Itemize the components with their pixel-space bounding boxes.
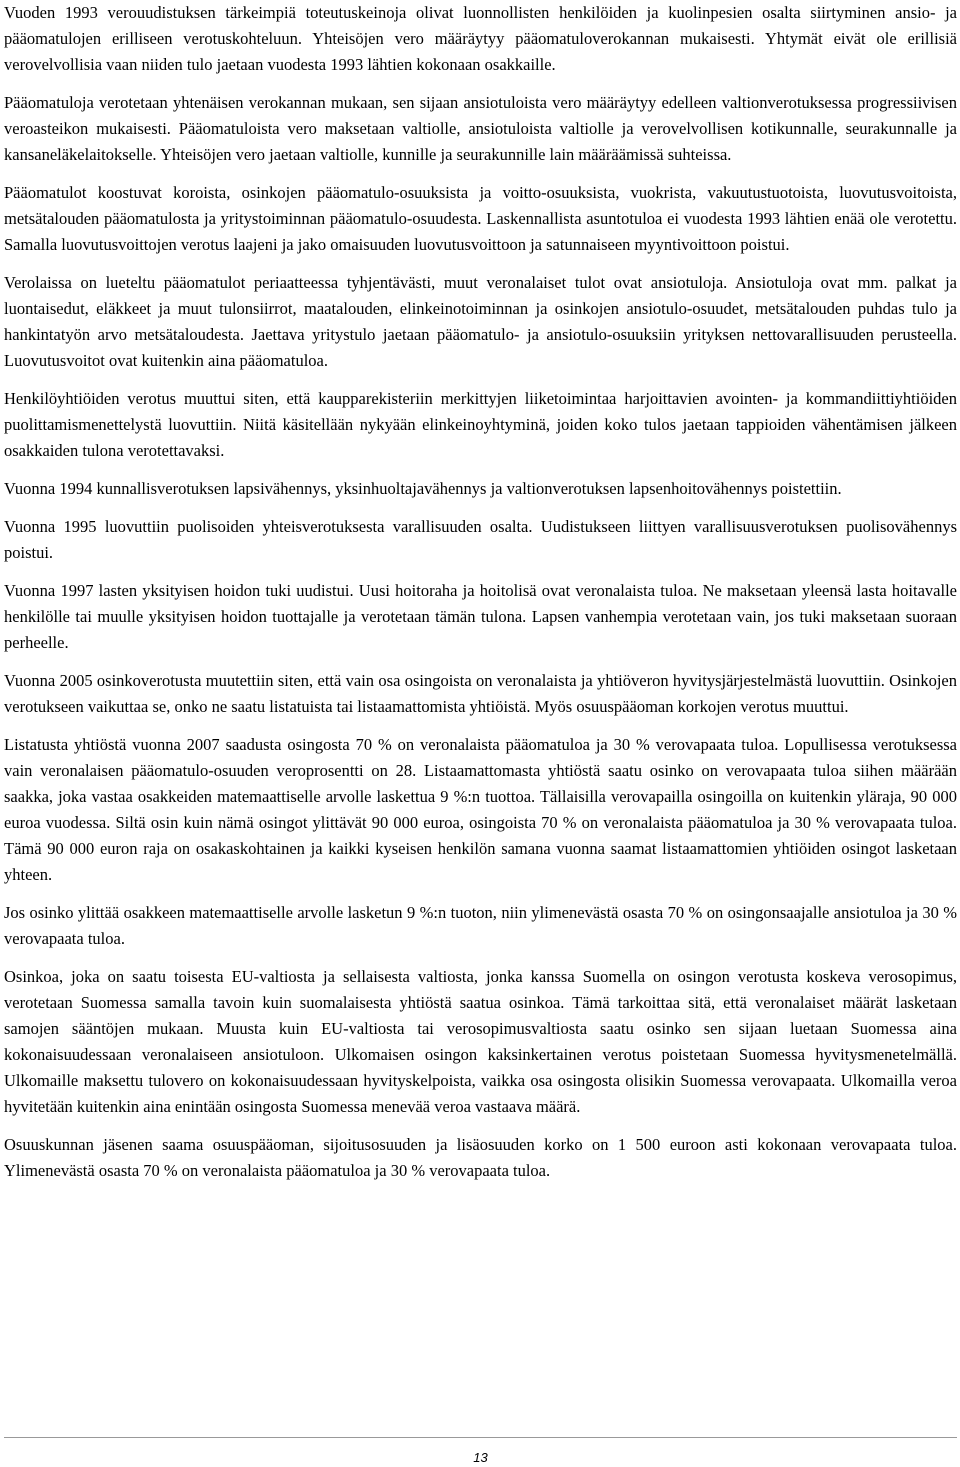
paragraph-partnerships: Henkilöyhtiöiden verotus muuttui siten, että kaupparekisteriin merkittyjen liiketoimintaa harjoittavien avointen- ja kommandiittiyhtiöiden puolittamismenettelystä luovuttiin. Niitä käsitellään nykyään elinkeinoyhtyminä, joiden koko tulos jaetaan tappioiden vähentämisen jälkeen osakkaiden tulona verotettavaksi. xyxy=(4,389,957,460)
paragraph-foreign-dividends: Osinkoa, joka on saatu toisesta EU-valtiosta ja sellaisesta valtiosta, jonka kanssa Suomella on osingon verotusta koskeva verosopimus, verotetaan Suomessa samalla tavoin kuin suomalaisesta yhtiöstä saatua osinkoa. Tämä tarkoittaa sitä, että veronalaiset määrät lasketaan samojen sääntöjen mukaan. Muusta kuin EU-valtiosta tai verosopimusvaltiosta saatu osinko sen sijaan luetaan Suomessa aina kokonaisuudessaan veronalaiseen ansiotuloon. Ulkomaisen osingon kaksinkertainen verotus poistetaan Suomessa hyvitysmenetelmällä. Ulkomaille maksettu tulovero on kokonaisuudessaan hyvityskelpoista, vaikka osa osingosta olisikin Suomessa verovapaata. Ulkomailla veroa hyvitetään kuitenkin aina enintään osingosta Suomessa menevää veroa vastaava määrä. xyxy=(4,967,957,1116)
paragraph-listed-dividends-2007: Listatusta yhtiöstä vuonna 2007 saadusta osingosta 70 % on veronalaista pääomatuloa ja 30 % verovapaata tuloa. Lopullisessa verotuksessa vain veronalaisen pääomatulo-osuuden veroprosentti on 28. Listaamattomasta yhtiöstä saatu osinko on verovapaata tuloa siihen määrään saakka, joka vastaa osakkeiden matemaattiselle arvolle laskettua 9 %:n tuottoa. Tällaisilla verovapailla osingoilla on kuitenkin yläraja, 90 000 euroa vuodessa. Siltä osin kuin nämä osingot ylittävät 90 000 euroa, osingoista 70 % on veronalaista pääomatuloa ja 30 % verovapaata tuloa. Tämä 90 000 euron raja on osakaskohtainen ja kaikki kyseisen henkilön samana vuonna saamat listaamattomien yhtiöiden osingot lasketaan yhteen. xyxy=(4,735,957,884)
document-page xyxy=(4,0,957,1467)
footer-divider xyxy=(4,1437,957,1438)
body-text xyxy=(4,0,957,1196)
paragraph-1997-changes: Vuonna 1997 lasten yksityisen hoidon tuki uudistui. Uusi hoitoraha ja hoitolisä ovat veronalaista tuloa. Ne maksetaan yleensä lasta hoitavalle henkilölle tai muulle yksityisen hoidon tuottajalle ja verotetaan tämän tulona. Lapsen vanhempia verotetaan vain, jos tuki maksetaan suoraan perheelle. xyxy=(4,581,957,652)
paragraph-tax-reform-1993: Vuoden 1993 verouudistuksen tärkeimpiä toteutuskeinoja olivat luonnollisten henkilöiden ja kuolinpesien osalta siirtyminen ansio- ja pääomatulojen erilliseen verotuskohteluun. Yhteisöjen vero määräytyy pääomatuloverokannan mukaisesti. Yhtymät eivät ole erillisiä verovelvollisia vaan niiden tulo jaetaan vuodesta 1993 lähtien kokonaan osakkaille. xyxy=(4,3,957,74)
paragraph-1995-changes: Vuonna 1995 luovuttiin puolisoiden yhteisverotuksesta varallisuuden osalta. Uudistukseen liittyen varallisuusverotuksen puolisovähennys poistui. xyxy=(4,517,957,562)
paragraph-excess-dividend: Jos osinko ylittää osakkeen matemaattiselle arvolle lasketun 9 %:n tuoton, niin ylimenevästä osasta 70 % on osingonsaajalle ansiotuloa ja 30 % verovapaata tuloa. xyxy=(4,903,957,948)
paragraph-earned-income: Verolaissa on lueteltu pääomatulot periaatteessa tyhjentävästi, muut veronalaiset tulot ovat ansiotuloja. Ansiotuloja ovat mm. palkat ja luontaisedut, eläkkeet ja muut tulonsiirrot, maatalouden, elinkeinotoiminnan ja osinkojen ansiotulo-osuudet, metsätalouden puhdas tulo ja hankintatyön arvo metsätaloudesta. Jaettava yritystulo jaetaan pääomatulo- ja ansiotulo-osuuksiin yrityksen nettovarallisuuden perusteella. Luovutusvoitot ovat kuitenkin aina pääomatuloa. xyxy=(4,273,957,370)
paragraph-capital-income-rate: Pääomatuloja verotetaan yhtenäisen verokannan mukaan, sen sijaan ansiotuloista vero määräytyy edelleen valtionverotuksessa progressiivisen veroasteikon mukaisesti. Pääomatuloista vero maksetaan valtiolle, ansiotuloista valtiolle ja verovelvollisen kotikunnalle, seurakunnalle ja kansaneläkelaitokselle. Yhteisöjen vero jaetaan valtiolle, kunnille ja seurakunnille lain määräämissä suhteissa. xyxy=(4,93,957,164)
paragraph-cooperative-interest: Osuuskunnan jäsenen saama osuuspääoman, sijoitusosuuden ja lisäosuuden korko on 1 500 euroon asti kokonaan verovapaata tuloa. Ylimenevästä osasta 70 % on veronalaista pääomatuloa ja 30 % verovapaata tuloa. xyxy=(4,1135,957,1180)
paragraph-2005-dividends: Vuonna 2005 osinkoverotusta muutettiin siten, että vain osa osingoista on veronalaista ja yhtiöveron hyvitysjärjestelmästä luovuttiin. Osinkojen verotukseen vaikuttaa se, onko ne saatu listatuista tai listaamattomista yhtiöistä. Myös osuuspääoman korkojen verotus muuttui. xyxy=(4,671,957,716)
paragraph-1994-changes: Vuonna 1994 kunnallisverotuksen lapsivähennys, yksinhuoltajavähennys ja valtionverotuksen lapsenhoitovähennys poistettiin. xyxy=(4,479,842,498)
paragraph-capital-income-sources: Pääomatulot koostuvat koroista, osinkojen pääomatulo-osuuksista ja voitto-osuuksista, vuokrista, vakuutustuotoista, luovutusvoitoista, metsätalouden pääomatulosta ja yritystoiminnan pääomatulo-osuudesta. Laskennallista asuntotuloa ei vuodesta 1993 lähtien enää ole verotettu. Samalla luovutusvoittojen verotus laajeni ja jako omaisuuden luovutusvoittoon ja satunnaiseen myyntivoittoon poistui. xyxy=(4,183,957,254)
page-number: 13 xyxy=(473,1450,488,1465)
